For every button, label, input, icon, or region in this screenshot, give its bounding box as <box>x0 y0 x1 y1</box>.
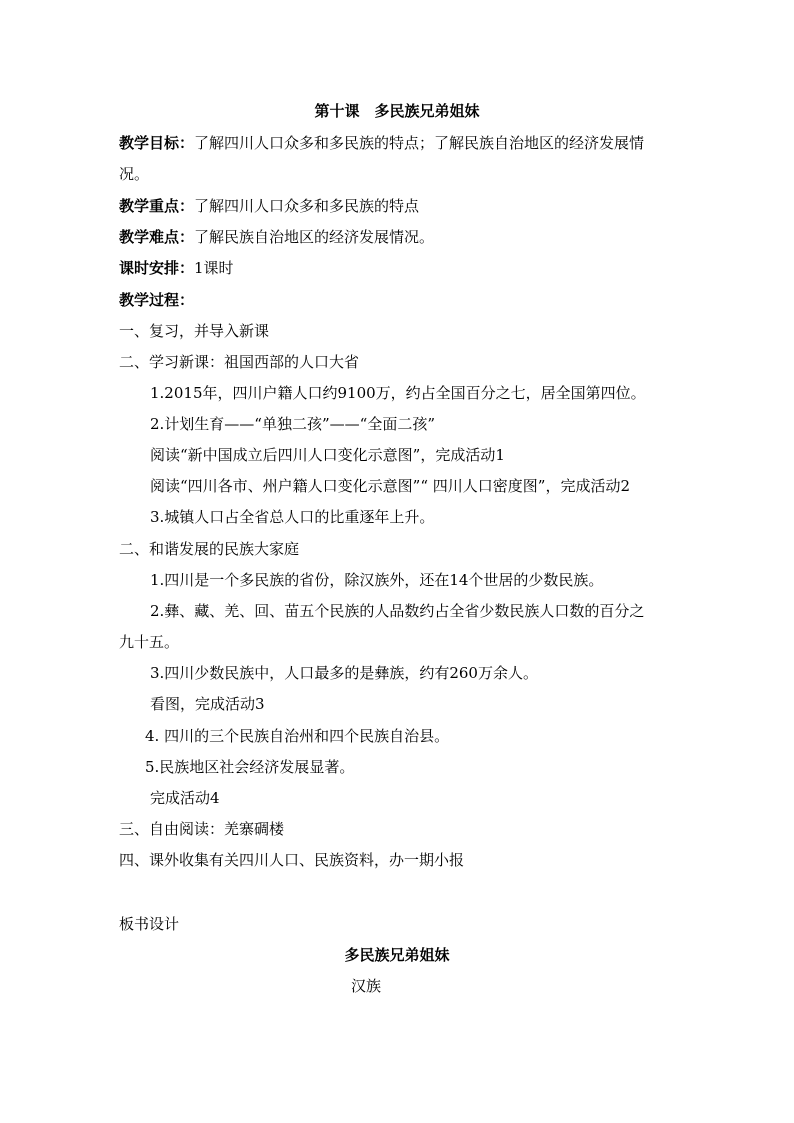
reading-activity-2: 阅读“四川各市、州户籍人口变化示意图”“ 四川人口密度图”，完成活动2 <box>150 477 630 495</box>
difficulty-label: 教学难点： <box>119 228 195 246</box>
board-design-label: 板书设计 <box>119 915 180 933</box>
activity-3: 看图，完成活动3 <box>150 695 265 713</box>
section-free-reading: 三、自由阅读：羌寨碉楼 <box>119 820 285 838</box>
objective-line <box>119 133 644 153</box>
point-economic-development: 5.民族地区社会经济发展显著。 <box>145 758 355 776</box>
key-point-text: 了解四川人口众多和多民族的特点 <box>194 197 420 215</box>
board-item: 汉族 <box>351 977 382 995</box>
point-urbanization: 3.城镇人口占全省总人口的比重逐年上升。 <box>150 508 435 526</box>
activity-4: 完成活动4 <box>150 789 220 807</box>
section-review: 一、复习，并导入新课 <box>119 322 270 340</box>
lesson-title: 第十课 多民族兄弟姐妹 <box>314 102 480 120</box>
schedule-text: 1课时 <box>194 259 234 277</box>
process-label: 教学过程： <box>119 291 195 309</box>
section-new-lesson: 二、学习新课：祖国西部的人口大省 <box>119 353 360 371</box>
section-ethnic-family: 二、和谐发展的民族大家庭 <box>119 540 300 558</box>
point-autonomous-regions: 4. 四川的三个民族自治州和四个民族自治县。 <box>145 727 450 745</box>
point-yi-population: 3.四川少数民族中，人口最多的是彝族，约有260万余人。 <box>150 664 538 682</box>
point-family-planning: 2.计划生育——“单独二孩”——“全面二孩” <box>150 415 435 433</box>
difficulty-text: 了解民族自治地区的经济发展情况。 <box>194 228 435 246</box>
objective-label: 教学目标： <box>119 134 195 152</box>
point-five-groups-continued: 九十五。 <box>119 633 180 651</box>
difficulty-line <box>119 227 434 247</box>
schedule-label: 课时安排： <box>119 259 195 277</box>
objective-text-continued: 况。 <box>119 165 150 183</box>
objective-text: 了解四川人口众多和多民族的特点；了解民族自治地区的经济发展情 <box>194 134 645 152</box>
schedule-line <box>119 258 234 278</box>
point-multi-ethnic: 1.四川是一个多民族的省份，除汉族外，还在14个世居的少数民族。 <box>150 571 604 589</box>
key-point-line <box>119 196 419 216</box>
reading-activity-1: 阅读“新中国成立后四川人口变化示意图”，完成活动1 <box>150 446 505 464</box>
point-population: 1.2015年，四川户籍人口约9100万，约占全国百分之七，居全国第四位。 <box>150 384 646 402</box>
point-five-groups: 2.彝、藏、羌、回、苗五个民族的人品数约占全省少数民族人口数的百分之 <box>150 602 645 620</box>
key-point-label: 教学重点： <box>119 197 195 215</box>
board-title: 多民族兄弟姐妹 <box>344 946 450 964</box>
section-homework: 四、课外收集有关四川人口、民族资料，办一期小报 <box>119 851 465 869</box>
